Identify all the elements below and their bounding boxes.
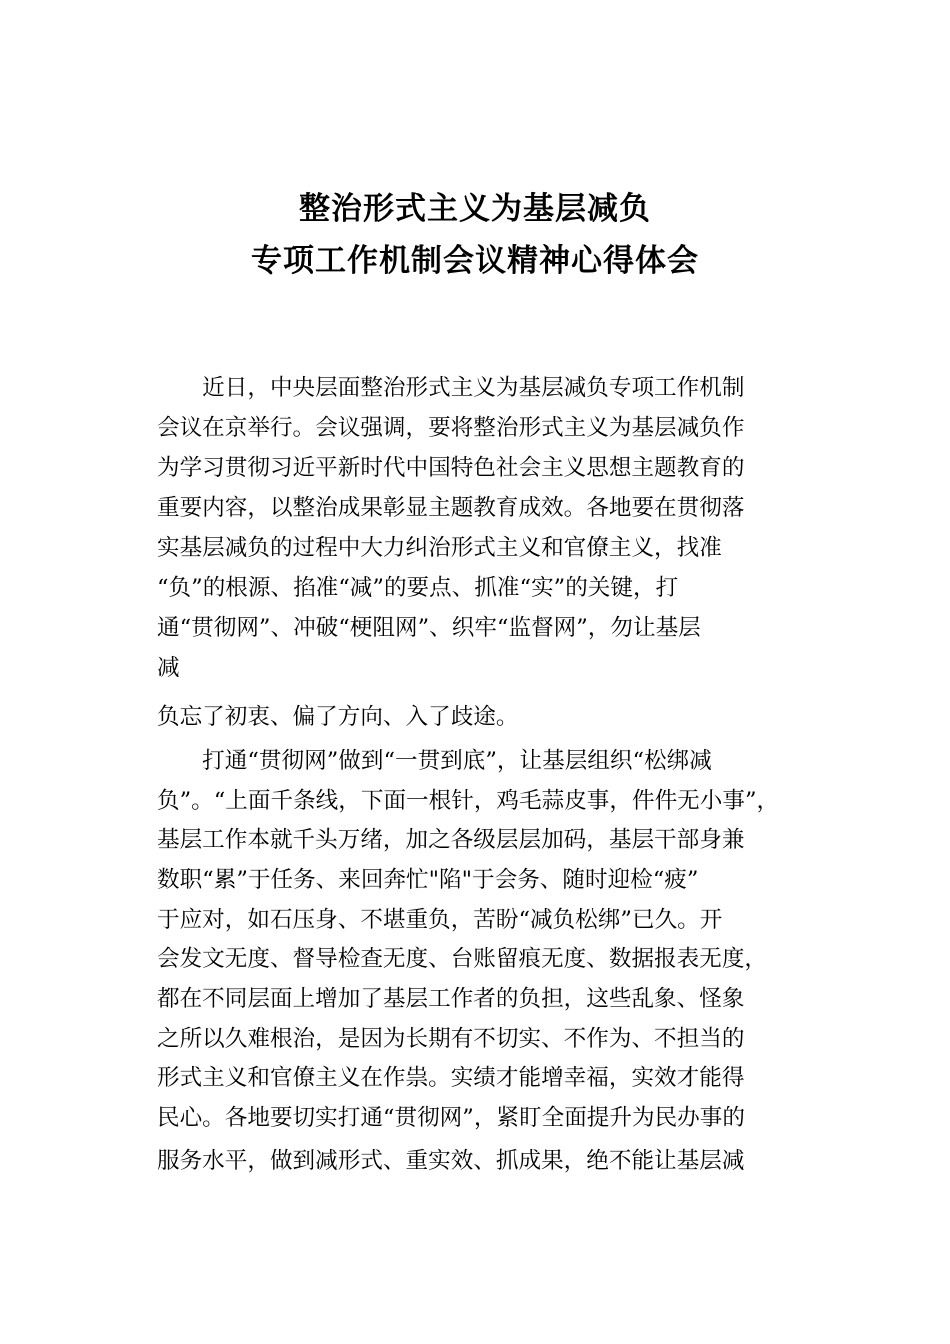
body-text-line: 都在不同层面上增加了基层工作者的负担，这些乱象、怪象	[157, 986, 745, 1012]
body-text-line: 形式主义和官僚主义在作祟。实绩才能增幸福，实效才能得	[157, 1065, 745, 1091]
body-text-line: 数职“累”于任务、来回奔忙"陷"于会务、随时迎检“疲”	[157, 867, 699, 893]
body-text-line: 民心。各地要切实打通“贯彻网”，紧盯全面提升为民办事的	[157, 1105, 745, 1131]
body-text-line: “负”的根源、掐准“减”的要点、抓准“实”的关键，打	[157, 575, 679, 601]
body-text-line: 通“贯彻网”、冲破“梗阻网”、织牢“监督网”，勿让基层	[157, 615, 701, 641]
body-text-line: 会议在京举行。会议强调，要将整治形式主义为基层减负作	[157, 415, 745, 441]
body-text-line: 近日，中央层面整治形式主义为基层减负专项工作机制	[157, 375, 745, 401]
body-text-line: 为学习贯彻习近平新时代中国特色社会主义思想主题教育的	[157, 455, 745, 481]
document-title-line-1: 整治形式主义为基层减负	[299, 191, 651, 227]
body-text-line: 重要内容，以整治成果彰显主题教育成效。各地要在贯彻落	[157, 495, 745, 521]
body-text-line: 实基层减负的过程中大力纠治形式主义和官僚主义，找准	[157, 535, 722, 561]
body-text-line: 负忘了初衷、偏了方向、入了歧途。	[157, 704, 519, 730]
document-title-line-2: 专项工作机制会议精神心得体会	[251, 243, 699, 279]
body-text-line: 减	[157, 655, 180, 681]
body-text-line: 服务水平，做到减形式、重实效、抓成果，绝不能让基层减	[157, 1148, 745, 1174]
body-text-line: 负”。“上面千条线，下面一根针，鸡毛蒜皮事，件件无小事”，	[157, 788, 780, 814]
body-text-line: 于应对，如石压身、不堪重负，苦盼“减负松绑”已久。开	[157, 907, 723, 933]
body-text-line: 打通“贯彻网”做到“一贯到底”，让基层组织“松绑减	[157, 748, 712, 774]
body-text-line: 会发文无度、督导检查无度、台账留痕无度、数据报表无度，	[157, 946, 768, 972]
body-text-line: 之所以久难根治，是因为长期有不切实、不作为、不担当的	[157, 1026, 745, 1052]
body-text-line: 基层工作本就千头万绪，加之各级层层加码，基层干部身兼	[157, 827, 745, 853]
